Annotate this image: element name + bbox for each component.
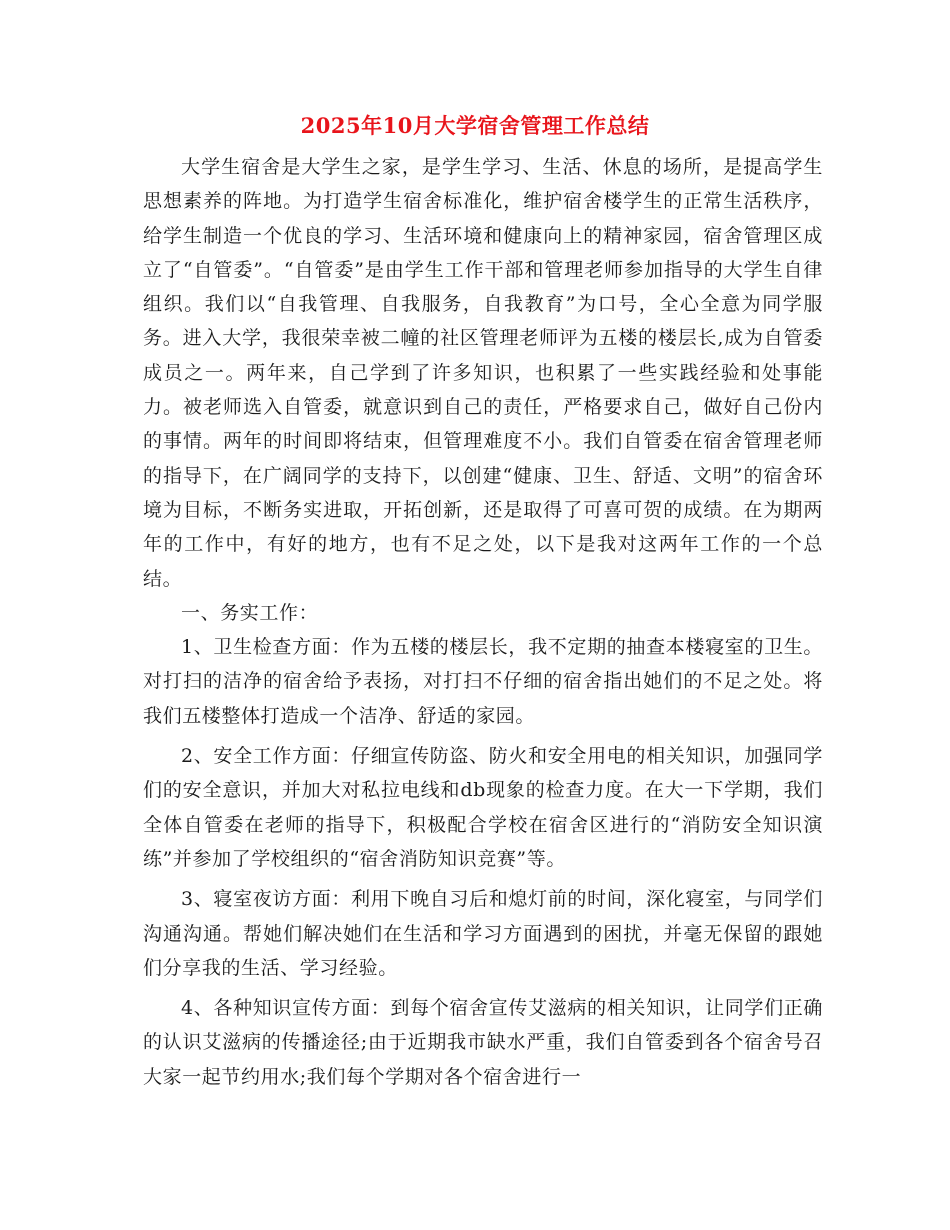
paragraph-hygiene: 1、卫生检查方面：作为五楼的楼层长，我不定期的抽查本楼寝室的卫生。对打扫的洁净的宿舍给予表扬，对打扫不仔细的宿舍指出她们的不足之处。将我们五楼整体打造成一个洁净、舒适的家园。: [143, 636, 823, 727]
paragraph-safety: 2、安全工作方面：仔细宣传防盗、防火和安全用电的相关知识，加强同学们的安全意识，并加大对私拉电线和db现象的检查力度。在大一下学期，我们全体自管委在老师的指导下，积极配合学校在宿舍区进行的“消防安全知识演练”并参加了学校组织的“宿舍消防知识竞赛”等。: [143, 745, 823, 870]
document-title: 2025年10月大学宿舍管理工作总结: [300, 113, 650, 138]
paragraph-night-visit: 3、寝室夜访方面：利用下晚自习后和熄灯前的时间，深化寝室，与同学们沟通沟通。帮她们解决她们在生活和学习方面遇到的困扰，并毫无保留的跟她们分享我的生活、学习经验。: [143, 888, 823, 979]
paragraph-knowledge: 4、各种知识宣传方面：到每个宿舍宣传艾滋病的相关知识，让同学们正确的认识艾滋病的传播途径;由于近期我市缺水严重，我们自管委到各个宿舍号召大家一起节约用水;我们每个学期对各个宿舍进行一: [143, 997, 823, 1088]
document-body: [143, 150, 823, 1094]
paragraph-intro: 大学生宿舍是大学生之家，是学生学习、生活、休息的场所，是提高学生思想素养的阵地。为打造学生宿舍标准化，维护宿舍楼学生的正常生活秩序，给学生制造一个优良的学习、生活环境和健康向上的精神家园，宿舍管理区成立了“自管委”。“自管委”是由学生工作干部和管理老师参加指导的大学生自律组织。我们以“自我管理、自我服务，自我教育”为口号，全心全意为同学服务。进入大学，我很荣幸被二幢的社区管理老师评为五楼的楼层长,成为自管委成员之一。两年来，自己学到了许多知识，也积累了一些实践经验和处事能力。被老师选入自管委，就意识到自己的责任，严格要求自己，做好自己份内的事情。两年的时间即将结束，但管理难度不小。我们自管委在宿舍管理老师的指导下，在广阔同学的支持下，以创建“健康、卫生、舒适、文明”的宿舍环境为目标，不断务实进取，开拓创新，还是取得了可喜可贺的成绩。在为期两年的工作中，有好的地方，也有不足之处，以下是我对这两年工作的一个总结。: [143, 156, 823, 590]
section-heading: 一、务实工作：: [181, 601, 319, 624]
